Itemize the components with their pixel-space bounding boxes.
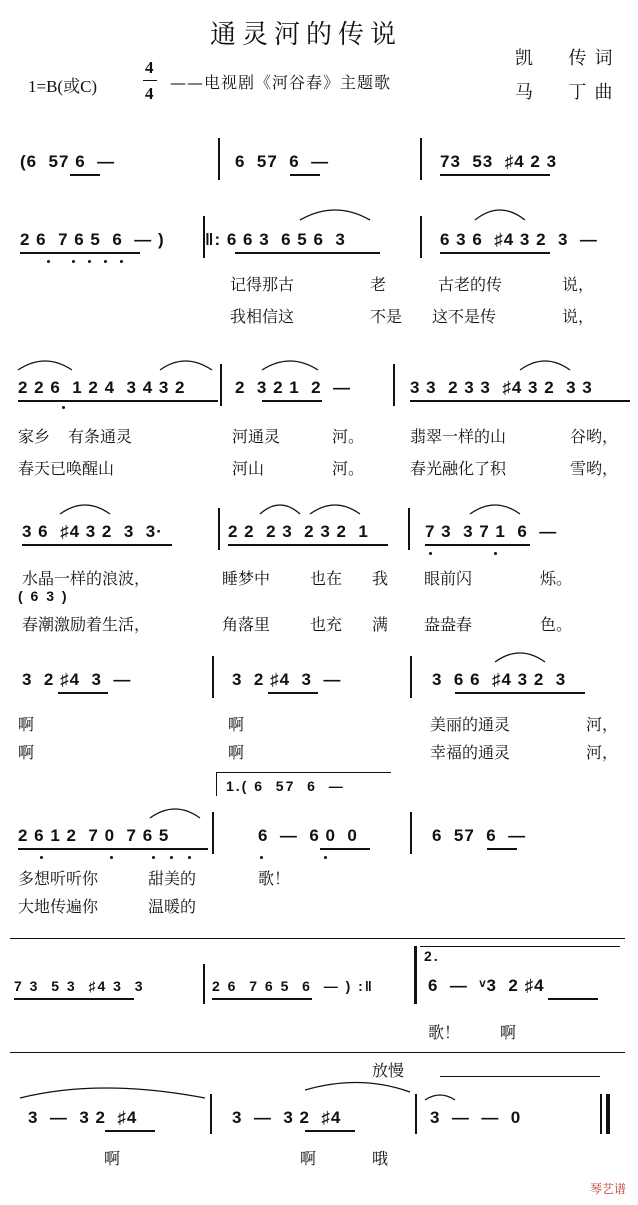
line4-measure2: 2 2 2 3 2 3 2 1: [228, 522, 369, 541]
line8-measure1: 3 — 3 2 ♯4: [28, 1108, 138, 1127]
line6-measure1: 2 6 1 2 7 0 7 6 5: [18, 826, 170, 845]
lyric: 这不是传: [432, 307, 497, 326]
lyric: 啊: [18, 715, 35, 734]
lyric: 眼前闪: [424, 569, 473, 588]
lyric: 啊: [300, 1149, 317, 1168]
lyric: 角落里: [222, 615, 271, 634]
line5-measure3: 3 6 6 ♯4 3 2 3: [432, 670, 567, 689]
line5-measure1: 3 2 ♯4 3 —: [22, 670, 132, 689]
time-signature-top: 4: [145, 58, 154, 77]
page-title: 通灵河的传说: [210, 20, 403, 50]
lyric: 老: [370, 275, 387, 294]
lyric: 啊: [500, 1023, 517, 1042]
lyric: 春光融化了积: [410, 459, 507, 478]
line2-measure2: ‖: 6 6 3 6 5 6 3: [205, 230, 346, 249]
line2-measure1: 2 6 7 6 5 6 — ): [20, 230, 165, 249]
tempo-marking: 放慢: [372, 1061, 405, 1080]
lyric: 啊: [104, 1149, 121, 1168]
line6-measure2: 6 — 6 0 0: [258, 826, 358, 845]
site-watermark: 琴艺谱: [590, 1182, 627, 1196]
line5-measure2: 3 2 ♯4 3 —: [232, 670, 342, 689]
lyric: 河通灵: [232, 427, 281, 446]
key-signature: 1=B(或C): [28, 77, 98, 96]
lyric: 多想听听你: [18, 869, 99, 888]
line8-measure3: 3 — — 0: [430, 1108, 522, 1127]
subtitle: ——电视剧《河谷春》主题歌: [170, 73, 392, 92]
lyric: 幸福的通灵: [430, 743, 511, 762]
lyric: 温暖的: [148, 897, 197, 916]
line4-measure1: 3 6 ♯4 3 2 3 3·: [22, 522, 163, 541]
line4-measure3: 7 3 3 7 1 6 —: [425, 522, 558, 541]
lyric: 有条通灵: [68, 427, 133, 446]
lyric: 睡梦中: [222, 569, 271, 588]
line7-measure1: 7 3 5 3 ♯4 3 3: [14, 978, 145, 994]
lyric: 说，: [562, 307, 595, 326]
line3-measure2: 2 3 2 1 2 —: [235, 378, 352, 397]
lyric: 烁。: [540, 569, 573, 588]
lyric: 啊: [228, 715, 245, 734]
lyric: 啊: [18, 743, 35, 762]
volta-1: 1.( 6 57 6 —: [226, 778, 345, 794]
lyricist-credit: 凯 传词: [515, 48, 621, 69]
alt-notes: ( 6 3 ): [18, 588, 69, 604]
lyric: 家乡: [18, 427, 51, 446]
time-signature-bottom: 4: [145, 84, 154, 103]
lyric: 河。: [332, 427, 365, 446]
lyric: 也在: [310, 569, 343, 588]
lyric: 河，: [586, 715, 619, 734]
lyric: 色。: [540, 615, 573, 634]
lyric: 啊: [228, 743, 245, 762]
lyric: 哦: [372, 1149, 389, 1168]
lyric: 古老的传: [438, 275, 503, 294]
lyric: 雪哟，: [570, 459, 619, 478]
lyric: 甜美的: [148, 869, 197, 888]
line1-measure2: 6 57 6 —: [235, 152, 330, 171]
lyric: 不是: [370, 307, 403, 326]
lyric: 大地传遍你: [18, 897, 99, 916]
lyric: 歌！: [258, 869, 291, 888]
lyric: 水晶一样的浪波，: [22, 569, 151, 588]
line6-measure3: 6 57 6 —: [432, 826, 527, 845]
lyric: 谷哟，: [570, 427, 619, 446]
line3-measure3: 3 3 2 3 3 ♯4 3 2 3 3: [410, 378, 593, 397]
lyric: 我相信这: [230, 307, 295, 326]
line7-measure2: 2 6 7 6 5 6 — ) :‖: [212, 978, 374, 994]
composer-credit: 马 丁曲: [515, 82, 621, 103]
lyric: 满: [372, 615, 389, 634]
lyric: 盎盎春: [424, 615, 473, 634]
lyric: 河，: [586, 743, 619, 762]
lyric: 也充: [310, 615, 343, 634]
line2-measure3: 6 3 6 ♯4 3 2 3 —: [440, 230, 598, 249]
line7-measure3: 6 — ᵛ3 2 ♯4: [428, 976, 545, 995]
line1-measure3: 73 53 ♯4 2 3: [440, 152, 558, 171]
volta-2: 2.: [424, 948, 440, 964]
line3-measure1: 2 2 6 1 2 4 3 4 3 2: [18, 378, 186, 397]
lyric: 翡翠一样的山: [410, 427, 507, 446]
line1-measure1: (6 57 6 —: [20, 152, 116, 171]
lyric: 河山: [232, 459, 265, 478]
lyric: 春天已唤醒山: [18, 459, 115, 478]
lyric: 说，: [562, 275, 595, 294]
lyric: 春潮激励着生活，: [22, 615, 151, 634]
lyric: 记得那古: [230, 275, 295, 294]
lyric: 河。: [332, 459, 365, 478]
lyric: 我: [372, 569, 389, 588]
lyric: 美丽的通灵: [430, 715, 511, 734]
line8-measure2: 3 — 3 2 ♯4: [232, 1108, 342, 1127]
lyric: 歌！: [428, 1023, 461, 1042]
